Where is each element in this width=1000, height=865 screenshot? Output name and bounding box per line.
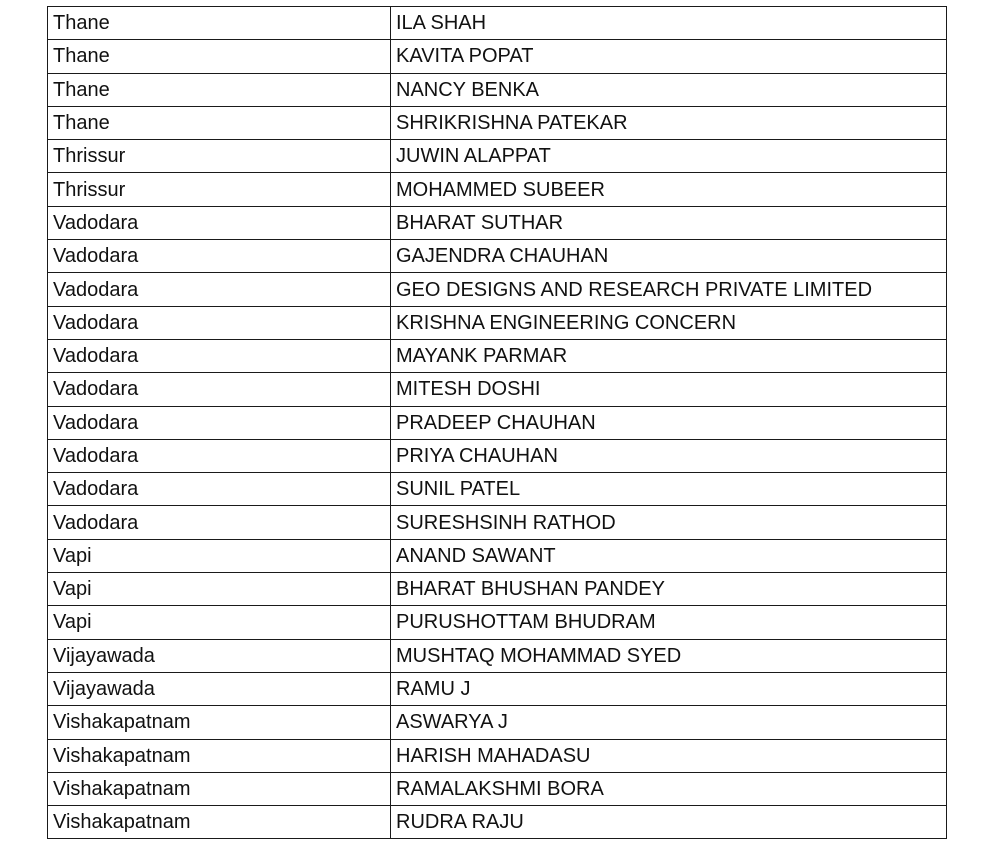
table-row bbox=[48, 206, 947, 239]
city-cell[interactable]: Vishakapatnam bbox=[48, 806, 391, 839]
city-cell[interactable]: Thane bbox=[48, 7, 391, 40]
table-row bbox=[48, 806, 947, 839]
city-cell[interactable]: Vapi bbox=[48, 539, 391, 572]
name-cell[interactable]: ILA SHAH bbox=[391, 7, 947, 40]
city-cell[interactable]: Thane bbox=[48, 106, 391, 139]
city-name-table bbox=[47, 6, 947, 839]
city-cell[interactable]: Vapi bbox=[48, 573, 391, 606]
name-cell[interactable]: RAMU J bbox=[391, 672, 947, 705]
city-cell[interactable]: Vadodara bbox=[48, 406, 391, 439]
table-row bbox=[48, 606, 947, 639]
name-cell[interactable]: PURUSHOTTAM BHUDRAM bbox=[391, 606, 947, 639]
table-row bbox=[48, 706, 947, 739]
name-cell[interactable]: ASWARYA J bbox=[391, 706, 947, 739]
name-cell[interactable]: MITESH DOSHI bbox=[391, 373, 947, 406]
name-cell[interactable]: SURESHSINH RATHOD bbox=[391, 506, 947, 539]
table-row bbox=[48, 739, 947, 772]
table-row bbox=[48, 73, 947, 106]
city-cell[interactable]: Vadodara bbox=[48, 306, 391, 339]
city-cell[interactable]: Thane bbox=[48, 40, 391, 73]
city-cell[interactable]: Vishakapatnam bbox=[48, 772, 391, 805]
city-cell[interactable]: Vadodara bbox=[48, 373, 391, 406]
city-cell[interactable]: Vijayawada bbox=[48, 672, 391, 705]
city-cell[interactable]: Vishakapatnam bbox=[48, 739, 391, 772]
city-cell[interactable]: Vijayawada bbox=[48, 639, 391, 672]
table-row bbox=[48, 772, 947, 805]
name-cell[interactable]: HARISH MAHADASU bbox=[391, 739, 947, 772]
table-row bbox=[48, 140, 947, 173]
name-cell[interactable]: MAYANK PARMAR bbox=[391, 339, 947, 372]
name-cell[interactable]: SHRIKRISHNA PATEKAR bbox=[391, 106, 947, 139]
name-cell[interactable]: MOHAMMED SUBEER bbox=[391, 173, 947, 206]
name-cell[interactable]: BHARAT BHUSHAN PANDEY bbox=[391, 573, 947, 606]
table-row bbox=[48, 473, 947, 506]
name-cell[interactable]: RAMALAKSHMI BORA bbox=[391, 772, 947, 805]
city-cell[interactable]: Thane bbox=[48, 73, 391, 106]
table-row bbox=[48, 439, 947, 472]
name-cell[interactable]: ANAND SAWANT bbox=[391, 539, 947, 572]
city-cell[interactable]: Vishakapatnam bbox=[48, 706, 391, 739]
table-row bbox=[48, 40, 947, 73]
city-cell[interactable]: Thrissur bbox=[48, 140, 391, 173]
table-row bbox=[48, 7, 947, 40]
city-cell[interactable]: Vadodara bbox=[48, 206, 391, 239]
city-cell[interactable]: Vapi bbox=[48, 606, 391, 639]
table-row bbox=[48, 539, 947, 572]
table-row bbox=[48, 639, 947, 672]
table-row bbox=[48, 406, 947, 439]
table-row bbox=[48, 240, 947, 273]
name-cell[interactable]: PRADEEP CHAUHAN bbox=[391, 406, 947, 439]
city-cell[interactable]: Vadodara bbox=[48, 273, 391, 306]
city-cell[interactable]: Vadodara bbox=[48, 240, 391, 273]
name-cell[interactable]: KRISHNA ENGINEERING CONCERN bbox=[391, 306, 947, 339]
name-cell[interactable]: RUDRA RAJU bbox=[391, 806, 947, 839]
name-cell[interactable]: NANCY BENKA bbox=[391, 73, 947, 106]
table-row bbox=[48, 672, 947, 705]
table-row bbox=[48, 573, 947, 606]
city-cell[interactable]: Vadodara bbox=[48, 506, 391, 539]
name-cell[interactable]: PRIYA CHAUHAN bbox=[391, 439, 947, 472]
table-body bbox=[48, 7, 947, 839]
name-cell[interactable]: GAJENDRA CHAUHAN bbox=[391, 240, 947, 273]
city-cell[interactable]: Thrissur bbox=[48, 173, 391, 206]
city-cell[interactable]: Vadodara bbox=[48, 473, 391, 506]
table-row bbox=[48, 306, 947, 339]
name-cell[interactable]: JUWIN ALAPPAT bbox=[391, 140, 947, 173]
table-row bbox=[48, 339, 947, 372]
name-cell[interactable]: MUSHTAQ MOHAMMAD SYED bbox=[391, 639, 947, 672]
table-row bbox=[48, 373, 947, 406]
city-name-table-container bbox=[47, 6, 947, 839]
name-cell[interactable]: SUNIL PATEL bbox=[391, 473, 947, 506]
table-row bbox=[48, 106, 947, 139]
city-cell[interactable]: Vadodara bbox=[48, 439, 391, 472]
name-cell[interactable]: GEO DESIGNS AND RESEARCH PRIVATE LIMITED bbox=[391, 273, 947, 306]
table-row bbox=[48, 273, 947, 306]
table-row bbox=[48, 506, 947, 539]
city-cell[interactable]: Vadodara bbox=[48, 339, 391, 372]
name-cell[interactable]: KAVITA POPAT bbox=[391, 40, 947, 73]
name-cell[interactable]: BHARAT SUTHAR bbox=[391, 206, 947, 239]
table-row bbox=[48, 173, 947, 206]
